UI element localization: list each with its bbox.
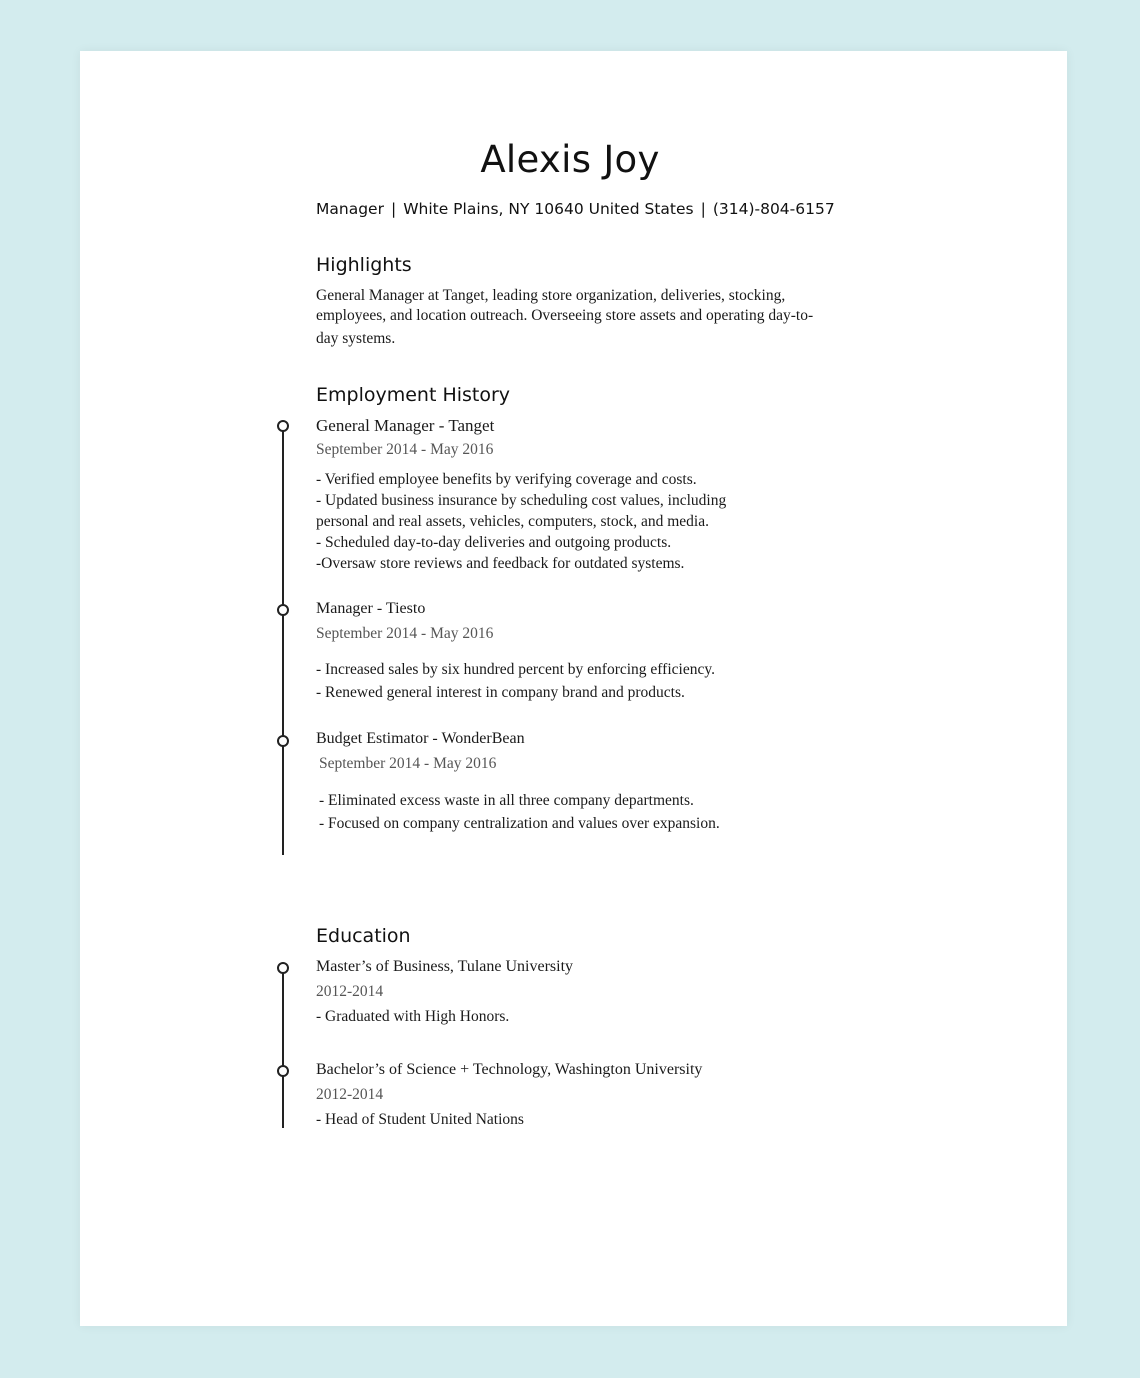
education-title: Master’s of Business, Tulane University bbox=[316, 958, 574, 975]
education-timeline-line bbox=[282, 968, 284, 1128]
contact-role: Manager bbox=[316, 200, 384, 218]
highlights-line: day systems. bbox=[316, 330, 396, 347]
job-bullet: - Updated business insurance by scheduling cost values, including bbox=[316, 492, 727, 509]
timeline-node-icon bbox=[277, 420, 289, 432]
employment-timeline-line bbox=[282, 426, 284, 855]
contact-line bbox=[316, 200, 835, 218]
job-bullet: - Eliminated excess waste in all three company departments. bbox=[319, 792, 694, 809]
timeline-node-icon bbox=[277, 1065, 289, 1077]
highlights-line: General Manager at Tanget, leading store organization, deliveries, stocking, bbox=[316, 287, 786, 304]
timeline-node-icon bbox=[277, 962, 289, 974]
job-bullet: - Focused on company centralization and values over expansion. bbox=[319, 815, 720, 832]
contact-separator: | bbox=[390, 200, 397, 218]
job-title: Manager - Tiesto bbox=[316, 600, 426, 617]
job-bullet: - Verified employee benefits by verifying coverage and costs. bbox=[316, 471, 697, 488]
job-title: Budget Estimator - WonderBean bbox=[316, 730, 525, 747]
highlights-heading: Highlights bbox=[316, 254, 412, 276]
education-title: Bachelor’s of Science + Technology, Washington University bbox=[316, 1061, 703, 1078]
employment-heading: Employment History bbox=[316, 384, 511, 406]
contact-location: White Plains, NY 10640 United States bbox=[403, 200, 694, 218]
contact-separator: | bbox=[700, 200, 706, 218]
timeline-node-icon bbox=[277, 604, 289, 616]
timeline-node-icon bbox=[277, 735, 289, 747]
education-note: - Graduated with High Honors. bbox=[316, 1008, 510, 1025]
contact-phone: (314)-804-6157 bbox=[712, 200, 835, 218]
job-bullet: - Scheduled day-to-day deliveries and outgoing products. bbox=[316, 534, 672, 551]
education-heading: Education bbox=[316, 925, 411, 947]
education-years: 2012-2014 bbox=[316, 1086, 384, 1103]
job-title: General Manager - Tanget bbox=[316, 416, 495, 435]
resume-name: Alexis Joy bbox=[480, 138, 660, 181]
education-years: 2012-2014 bbox=[316, 983, 384, 1000]
job-bullet: - Increased sales by six hundred percent by enforcing efficiency. bbox=[316, 661, 715, 678]
job-dates: September 2014 - May 2016 bbox=[316, 625, 494, 642]
job-bullet: - Renewed general interest in company brand and products. bbox=[316, 684, 685, 701]
education-note: - Head of Student United Nations bbox=[316, 1111, 524, 1128]
job-bullet: personal and real assets, vehicles, computers, stock, and media. bbox=[316, 513, 709, 530]
job-dates: September 2014 - May 2016 bbox=[316, 441, 494, 458]
job-bullet: -Oversaw store reviews and feedback for outdated systems. bbox=[316, 555, 685, 572]
job-dates: September 2014 - May 2016 bbox=[319, 755, 497, 772]
highlights-line: employees, and location outreach. Overseeing store assets and operating day-to- bbox=[316, 307, 814, 324]
